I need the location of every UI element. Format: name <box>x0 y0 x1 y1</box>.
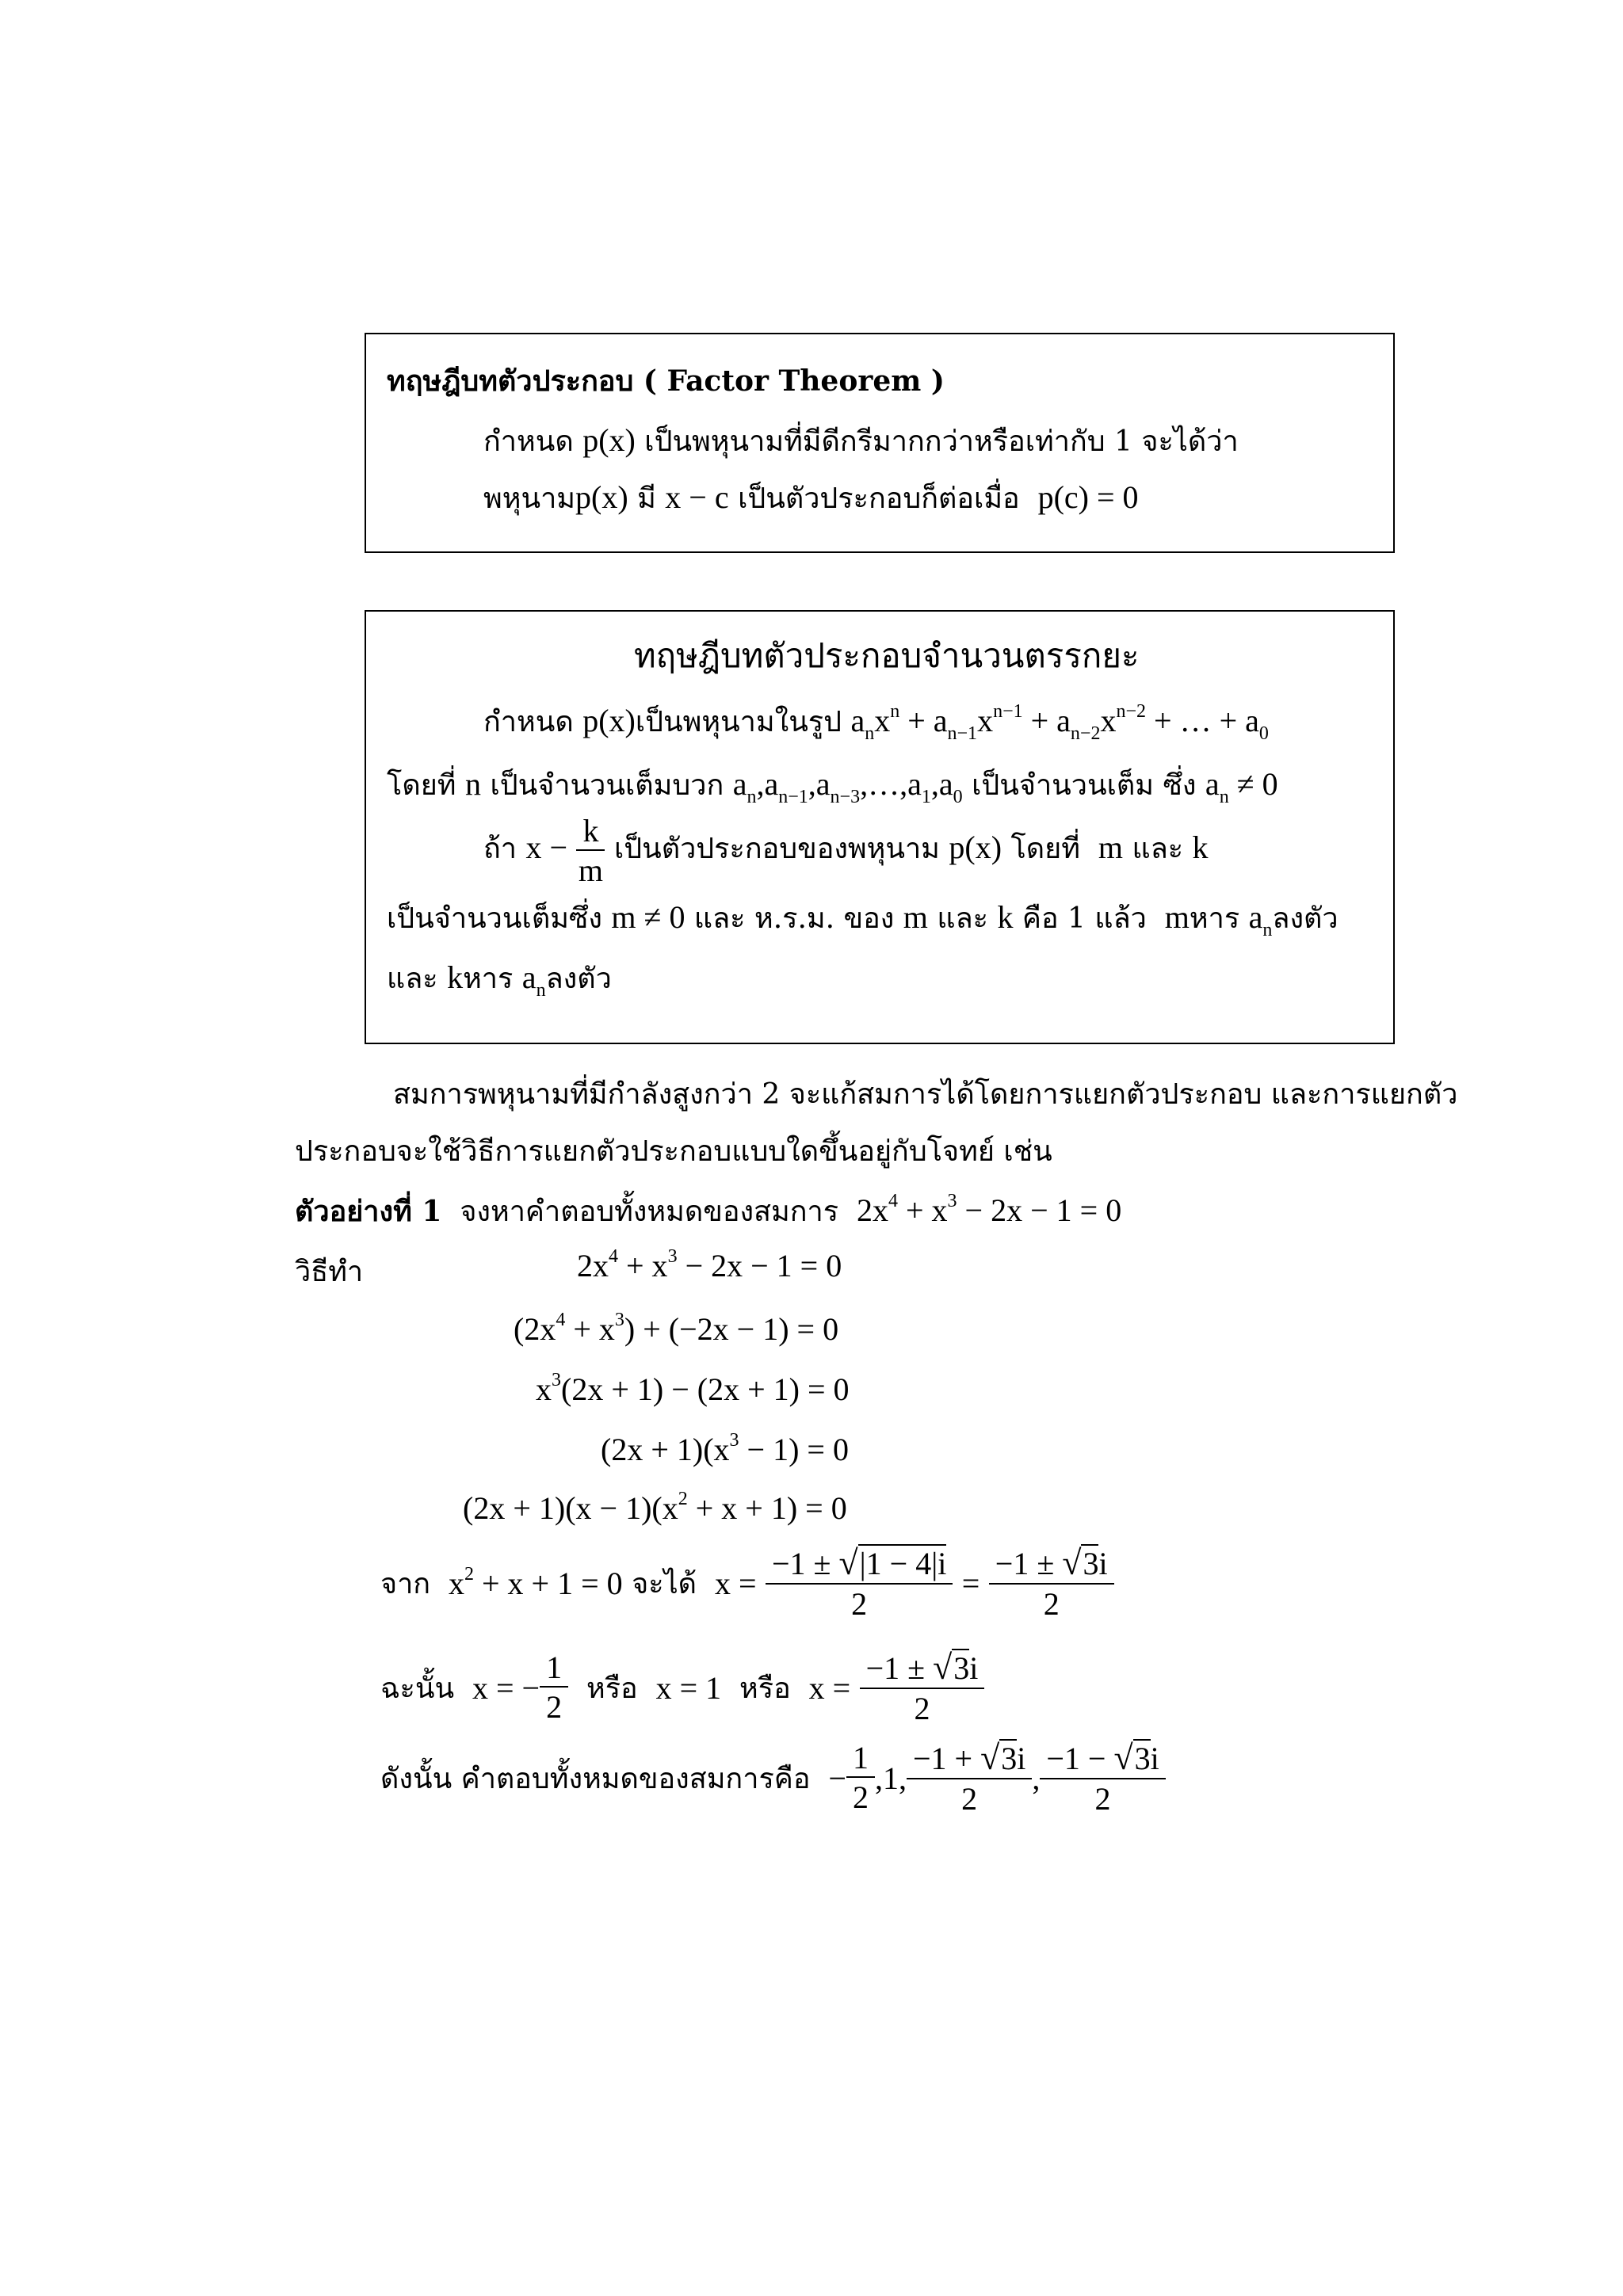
polynomial-form: $a_nx^n + a_{n-1}x^{n-1} + a_{n-2}x^{n-2}$ + … + $a_0$ <box>850 701 1269 744</box>
intro-paragraph-line-2: ประกอบจะใช้วิธีการแยกตัวประกอบแบบใดขึ้นอยู่กับโจทย์ เช่น <box>295 1135 1052 1168</box>
factor-theorem-title: ทฤษฎีบทตัวประกอบ ( Factor Theorem ) <box>387 364 945 398</box>
example-equation: $2x^4 + x^3 - 2x - 1 = 0$ <box>856 1191 1122 1228</box>
rational-theorem-line-2: โดยที่ n เป็นจำนวนเต็มบวก $a_n,a_{n-1},a_{n-3},\dots,a_1,a_0$ เป็นจำนวนเต็ม ซึ่ง $a_n \ne 0$ <box>387 766 1278 807</box>
solution-step-1: $2x^4 + x^3 - 2x - 1 = 0$ <box>577 1246 842 1283</box>
factor-theorem-line-1: กำหนด p(x) เป็นพหุนามที่มีดีกรีมากกว่าหรือเท่ากับ 1 จะได้ว่า <box>483 422 1239 458</box>
example-1-heading: ตัวอย่างที่ 1 จงหาคำตอบทั้งหมดของสมการ $2x^4 + x^3 - 2x - 1 = 0$ <box>295 1191 1122 1228</box>
rational-theorem-line-5: และ kหาร $a_n$ลงตัว <box>387 959 612 1001</box>
solution-label: วิธีทำ <box>295 1256 364 1288</box>
solution-step-4: $(2x + 1)(x^3 - 1) = 0$ <box>601 1430 849 1467</box>
intro-paragraph-line-1: สมการพหุนามที่มีกำลังสูงกว่า 2 จะแก้สมการได้โดยการแยกตัวประกอบ และการแยกตัว <box>393 1078 1458 1111</box>
answer-complex-minus: $\frac{-1 - √3i}{2}$ <box>1040 1740 1165 1816</box>
roots-line: ฉะนั้น x = − $\frac{1}{2}$ หรือ x = 1 หรือ x = $\frac{-1 \pm √3i}{2}$ <box>380 1650 984 1726</box>
rational-factor-theorem-title: ทฤษฎีบทตัวประกอบจำนวนตรรกยะ <box>634 636 1140 675</box>
answer-minus-half: $\frac{1}{2}$ <box>846 1741 875 1814</box>
conclusion-line: ดังนั้น คำตอบทั้งหมดของสมการคือ − $\frac{1}{2}$ ,1, $\frac{-1 + √3i}{2}$ , $\frac{-1 - √3i}{2}$ <box>380 1740 1166 1816</box>
solution-step-2: $(2x^4 + x^3) + (-2x - 1) = 0$ <box>514 1310 839 1347</box>
quadratic-formula-fraction: $\frac{-1 \pm √|1 - 4|i}{2}$ <box>766 1545 953 1621</box>
answer-complex-plus: $\frac{-1 + √3i}{2}$ <box>907 1740 1032 1816</box>
complex-roots-fraction: $\frac{-1 \pm √3i}{2}$ <box>860 1650 985 1726</box>
leading-coefficient-nonzero: $a_n \ne 0$ <box>1205 766 1278 807</box>
solution-step-5: $(2x + 1)(x - 1)(x^2 + x + 1) = 0$ <box>463 1489 847 1526</box>
coefficient-list: $a_n,a_{n-1},a_{n-3},\dots,a_1,a_0$ <box>732 766 963 807</box>
rational-theorem-line-3: ถ้า x − $\frac{k}{m}$ เป็นตัวประกอบของพหุนาม p(x) โดยที่ m และ k <box>483 813 1209 888</box>
factor-theorem-line-2: พหุนามp(x) มี x − c เป็นตัวประกอบก็ต่อเมื่อ p(c) = 0 <box>483 479 1139 515</box>
quadratic-root-line: จาก $x^2 + x + 1 = 0$ จะได้ x = $\frac{-1 \pm √|1 - 4|i}{2}$ = $\frac{-1 \pm √3i}{2}$ <box>380 1545 1114 1621</box>
complex-root-fraction: $\frac{-1 \pm √3i}{2}$ <box>989 1545 1114 1621</box>
solution-step-3: $x^3(2x + 1) - (2x + 1) = 0$ <box>536 1370 850 1407</box>
rational-theorem-line-1: กำหนด p(x)เป็นพหุนามในรูป $a_nx^n + a_{n-1}x^{n-1} + a_{n-2}x^{n-2}$ + … + $a_0$ <box>483 701 1269 744</box>
minus-half-fraction: $\frac{1}{2}$ <box>540 1651 568 1724</box>
rational-theorem-line-4: เป็นจำนวนเต็มซึ่ง m ≠ 0 และ ห.ร.ม. ของ m และ k คือ 1 แล้ว mหาร $a_n$ลงตัว <box>387 899 1338 940</box>
k-over-m-fraction: $\frac{k}{m}$ <box>576 814 605 887</box>
